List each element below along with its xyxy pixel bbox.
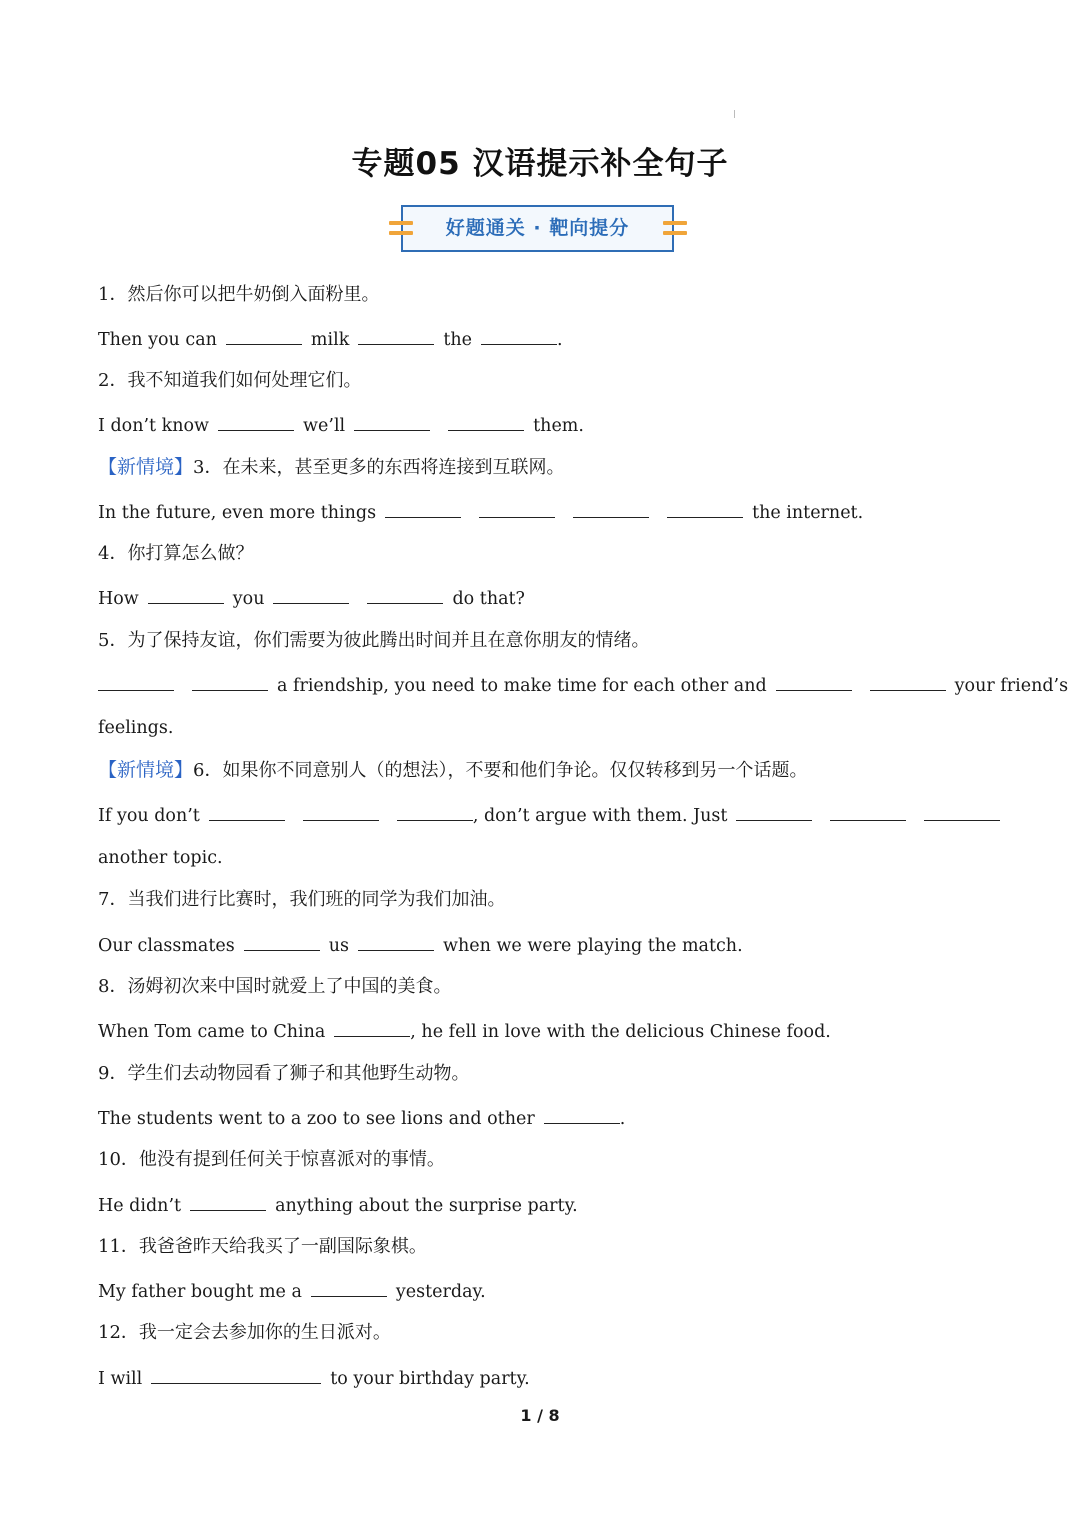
question-4-english: How you do that? — [98, 586, 525, 611]
answer-blank[interactable] — [448, 413, 524, 431]
answer-blank[interactable] — [226, 327, 302, 345]
question-6-english: If you don’t , don’t argue with them. Just — [98, 803, 1009, 828]
question-5-english-continued: feelings. — [98, 718, 174, 738]
answer-blank[interactable] — [924, 803, 1000, 821]
page-number: 1 / 8 — [520, 1406, 560, 1425]
answer-blank[interactable] — [209, 803, 285, 821]
answer-blank[interactable] — [148, 586, 224, 604]
answer-blank[interactable] — [667, 500, 743, 518]
answer-blank[interactable] — [273, 586, 349, 604]
question-2-chinese: 2．我不知道我们如何处理它们。 — [98, 370, 362, 391]
banner-right-decoration-icon — [663, 221, 687, 237]
question-3-chinese: 【新情境】3．在未来，甚至更多的东西将连接到互联网。 — [98, 456, 565, 478]
answer-blank[interactable] — [244, 933, 320, 951]
question-3-english: In the future, even more things the internet. — [98, 500, 863, 525]
answer-blank[interactable] — [151, 1366, 321, 1384]
page-title: 专题05 汉语提示补全句子 — [351, 146, 729, 182]
answer-blank[interactable] — [98, 673, 174, 691]
question-7-chinese: 7．当我们进行比赛时，我们班的同学为我们加油。 — [98, 889, 506, 910]
question-10-english: He didn’t anything about the surprise party. — [98, 1193, 578, 1218]
answer-blank[interactable] — [218, 413, 294, 431]
question-12-english: I will to your birthday party. — [98, 1366, 530, 1391]
answer-blank[interactable] — [481, 327, 557, 345]
section-banner-label: 好题通关 · 靶向提分 — [445, 217, 630, 239]
section-banner — [401, 205, 674, 252]
answer-blank[interactable] — [870, 673, 946, 691]
question-6-chinese: 【新情境】6．如果你不同意别人（的想法），不要和他们争论。仅仅转移到另一个话题。 — [98, 759, 808, 781]
question-1-english: Then you can milk the . — [98, 327, 563, 352]
question-5-english: a friendship, you need to make time for each other and your friend’s — [98, 673, 1068, 698]
answer-blank[interactable] — [354, 413, 430, 431]
answer-blank[interactable] — [190, 1193, 266, 1211]
answer-blank[interactable] — [830, 803, 906, 821]
header-mark — [734, 110, 735, 118]
answer-blank[interactable] — [776, 673, 852, 691]
answer-blank[interactable] — [397, 803, 473, 821]
question-4-chinese: 4．你打算怎么做？ — [98, 543, 254, 564]
answer-blank[interactable] — [311, 1279, 387, 1297]
question-5-chinese: 5．为了保持友谊，你们需要为彼此腾出时间并且在意你朋友的情绪。 — [98, 630, 650, 651]
answer-blank[interactable] — [736, 803, 812, 821]
question-7-english: Our classmates us when we were playing the match. — [98, 933, 743, 958]
answer-blank[interactable] — [479, 500, 555, 518]
question-6-english-continued: another topic. — [98, 848, 223, 868]
answer-blank[interactable] — [334, 1019, 410, 1037]
answer-blank[interactable] — [573, 500, 649, 518]
answer-blank[interactable] — [303, 803, 379, 821]
question-9-english: The students went to a zoo to see lions and other . — [98, 1106, 625, 1131]
answer-blank[interactable] — [367, 586, 443, 604]
answer-blank[interactable] — [544, 1106, 620, 1124]
banner-left-decoration-icon — [389, 221, 413, 237]
question-10-chinese: 10．他没有提到任何关于惊喜派对的事情。 — [98, 1149, 445, 1170]
answer-blank[interactable] — [358, 933, 434, 951]
answer-blank[interactable] — [192, 673, 268, 691]
question-2-english: I don’t know we’ll them. — [98, 413, 584, 438]
new-context-tag: 【新情境】 — [98, 456, 194, 478]
question-11-english: My father bought me a yesterday. — [98, 1279, 486, 1304]
question-11-chinese: 11．我爸爸昨天给我买了一副国际象棋。 — [98, 1236, 427, 1257]
new-context-tag: 【新情境】 — [98, 759, 194, 781]
answer-blank[interactable] — [358, 327, 434, 345]
question-1-chinese: 1．然后你可以把牛奶倒入面粉里。 — [98, 284, 380, 305]
question-9-chinese: 9．学生们去动物园看了狮子和其他野生动物。 — [98, 1063, 470, 1084]
question-8-english: When Tom came to China , he fell in love with the delicious Chinese food. — [98, 1019, 831, 1044]
answer-blank[interactable] — [385, 500, 461, 518]
question-12-chinese: 12．我一定会去参加你的生日派对。 — [98, 1322, 391, 1343]
question-8-chinese: 8．汤姆初次来中国时就爱上了中国的美食。 — [98, 976, 452, 997]
